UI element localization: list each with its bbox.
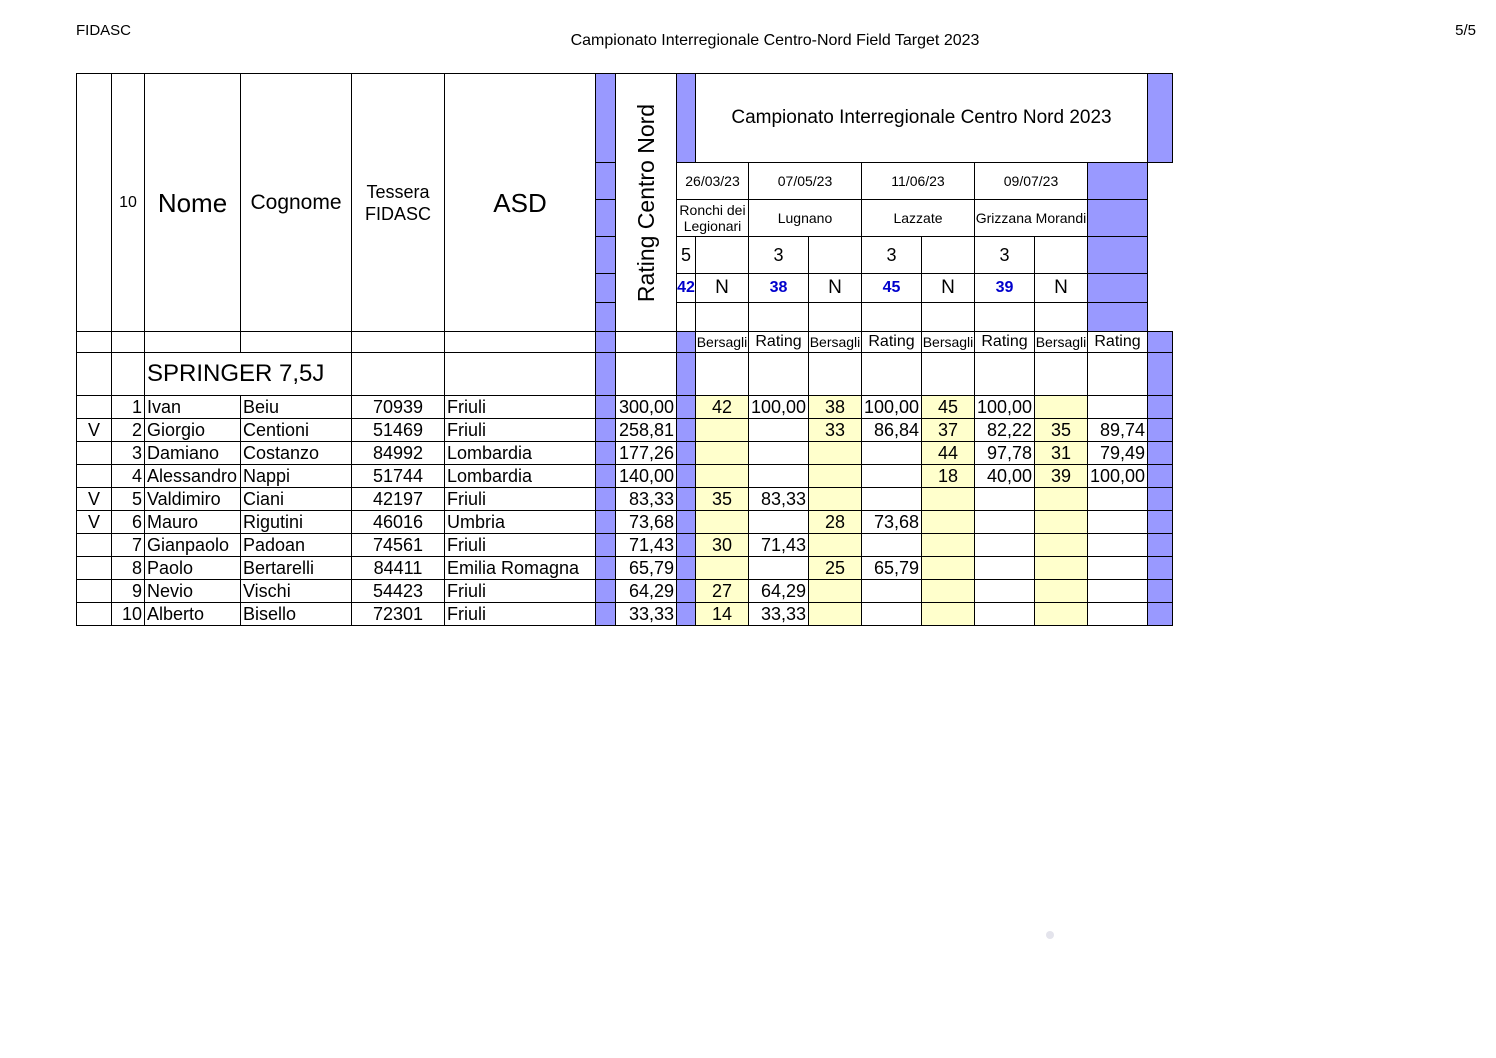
rating-vertical-header: Rating Centro Nord — [616, 74, 677, 332]
event-rating — [749, 557, 809, 580]
event-score — [1035, 557, 1088, 580]
total-rating: 71,43 — [616, 534, 677, 557]
event-score — [696, 465, 749, 488]
club: Lombardia — [445, 442, 596, 465]
first-name: Alberto — [145, 603, 241, 626]
event-coefficient: 3 — [975, 237, 1035, 274]
event-target-count: 39 — [975, 274, 1035, 303]
table-row — [77, 580, 1173, 603]
event-score — [1035, 488, 1088, 511]
event-n-label: N — [1035, 274, 1088, 303]
club: Friuli — [445, 580, 596, 603]
event-rating — [975, 534, 1035, 557]
event-score: 39 — [1035, 465, 1088, 488]
event-score: 38 — [809, 396, 862, 419]
event-score: 14 — [696, 603, 749, 626]
last-name: Padoan — [241, 534, 352, 557]
subheader-rating: Rating — [975, 332, 1035, 353]
event-rating: 82,22 — [975, 419, 1035, 442]
card-number: 51469 — [352, 419, 445, 442]
event-location: Lugnano — [749, 200, 862, 237]
event-date: 11/06/23 — [862, 163, 975, 200]
event-rating — [1088, 603, 1148, 626]
event-coefficient: 3 — [749, 237, 809, 274]
v-flag: V — [77, 511, 112, 534]
ranking-table — [76, 73, 1173, 626]
event-rating — [1088, 534, 1148, 557]
event-rating: 73,68 — [862, 511, 922, 534]
event-score: 28 — [809, 511, 862, 534]
category-label: SPRINGER 7,5J — [145, 353, 352, 396]
subheader-rating: Rating — [1088, 332, 1148, 353]
total-rating: 300,00 — [616, 396, 677, 419]
position: 9 — [112, 580, 145, 603]
event-rating — [749, 465, 809, 488]
table-row — [77, 557, 1173, 580]
event-score: 18 — [922, 465, 975, 488]
event-rating — [1088, 511, 1148, 534]
event-score — [922, 511, 975, 534]
position: 1 — [112, 396, 145, 419]
card-number: 46016 — [352, 511, 445, 534]
first-name: Mauro — [145, 511, 241, 534]
event-score: 45 — [922, 396, 975, 419]
event-score: 42 — [696, 396, 749, 419]
v-flag: V — [77, 488, 112, 511]
table-row — [77, 534, 1173, 557]
event-score — [809, 603, 862, 626]
event-rating: 40,00 — [975, 465, 1035, 488]
total-rating: 73,68 — [616, 511, 677, 534]
event-rating — [975, 488, 1035, 511]
last-name: Rigutini — [241, 511, 352, 534]
event-score — [696, 511, 749, 534]
event-rating — [862, 534, 922, 557]
position: 4 — [112, 465, 145, 488]
event-date: 07/05/23 — [749, 163, 862, 200]
header-title: Campionato Interregionale Centro-Nord Field Target 2023 — [570, 32, 980, 49]
subheader-bersagli: Bersagli — [1035, 332, 1088, 353]
event-rating: 33,33 — [749, 603, 809, 626]
event-rating — [749, 419, 809, 442]
event-score — [809, 580, 862, 603]
first-name: Paolo — [145, 557, 241, 580]
table-row — [77, 419, 1173, 442]
event-score — [1035, 603, 1088, 626]
position: 10 — [112, 603, 145, 626]
event-rating — [1088, 396, 1148, 419]
subheader-rating: Rating — [862, 332, 922, 353]
last-name: Centioni — [241, 419, 352, 442]
event-rating: 79,49 — [1088, 442, 1148, 465]
event-rating: 100,00 — [1088, 465, 1148, 488]
total-rating: 140,00 — [616, 465, 677, 488]
event-n-label: N — [809, 274, 862, 303]
first-name: Damiano — [145, 442, 241, 465]
col-asd-header: ASD — [445, 74, 596, 332]
last-name: Vischi — [241, 580, 352, 603]
first-name: Ivan — [145, 396, 241, 419]
first-name: Nevio — [145, 580, 241, 603]
event-score — [1035, 534, 1088, 557]
v-flag — [77, 465, 112, 488]
event-rating — [862, 488, 922, 511]
card-number: 42197 — [352, 488, 445, 511]
event-rating: 83,33 — [749, 488, 809, 511]
club: Lombardia — [445, 465, 596, 488]
total-rating: 258,81 — [616, 419, 677, 442]
event-score — [696, 442, 749, 465]
event-rating: 71,43 — [749, 534, 809, 557]
event-score: 30 — [696, 534, 749, 557]
table-row — [77, 396, 1173, 419]
event-score — [1035, 580, 1088, 603]
club: Friuli — [445, 419, 596, 442]
event-rating — [862, 603, 922, 626]
position: 3 — [112, 442, 145, 465]
event-score: 37 — [922, 419, 975, 442]
event-score: 35 — [1035, 419, 1088, 442]
card-number: 72301 — [352, 603, 445, 626]
event-score — [809, 488, 862, 511]
event-rating: 89,74 — [1088, 419, 1148, 442]
event-score: 27 — [696, 580, 749, 603]
last-name: Bisello — [241, 603, 352, 626]
event-rating: 86,84 — [862, 419, 922, 442]
v-flag — [77, 442, 112, 465]
event-score — [922, 557, 975, 580]
total-rating: 65,79 — [616, 557, 677, 580]
event-target-count: 45 — [862, 274, 922, 303]
position: 2 — [112, 419, 145, 442]
v-flag — [77, 534, 112, 557]
scan-speck — [1046, 931, 1054, 939]
club: Emilia Romagna — [445, 557, 596, 580]
event-rating — [862, 465, 922, 488]
event-rating — [975, 511, 1035, 534]
event-score — [922, 488, 975, 511]
table-row — [77, 488, 1173, 511]
first-name: Valdimiro — [145, 488, 241, 511]
event-location: Grizzana Morandi — [975, 200, 1088, 237]
event-rating: 65,79 — [862, 557, 922, 580]
event-rating — [1088, 557, 1148, 580]
last-name: Nappi — [241, 465, 352, 488]
first-name: Alessandro — [145, 465, 241, 488]
table-row — [77, 465, 1173, 488]
club: Friuli — [445, 488, 596, 511]
event-rating: 97,78 — [975, 442, 1035, 465]
championship-title: Campionato Interregionale Centro Nord 2023 — [696, 74, 1148, 163]
table-row — [77, 511, 1173, 534]
event-score: 35 — [696, 488, 749, 511]
event-score: 44 — [922, 442, 975, 465]
position: 7 — [112, 534, 145, 557]
event-rating — [862, 442, 922, 465]
subheader-bersagli: Bersagli — [809, 332, 862, 353]
last-name: Costanzo — [241, 442, 352, 465]
last-name: Beiu — [241, 396, 352, 419]
subheader-bersagli: Bersagli — [696, 332, 749, 353]
event-rating — [975, 580, 1035, 603]
event-score — [922, 534, 975, 557]
club: Friuli — [445, 603, 596, 626]
event-score — [696, 419, 749, 442]
position: 8 — [112, 557, 145, 580]
header-left: FIDASC — [76, 22, 132, 39]
event-rating — [975, 557, 1035, 580]
first-name: Gianpaolo — [145, 534, 241, 557]
total-rating: 33,33 — [616, 603, 677, 626]
subheader-rating: Rating — [749, 332, 809, 353]
v-header-cell — [77, 74, 112, 332]
event-rating — [749, 511, 809, 534]
event-score: 33 — [809, 419, 862, 442]
v-flag — [77, 396, 112, 419]
table-row — [77, 442, 1173, 465]
position: 6 — [112, 511, 145, 534]
event-score: 31 — [1035, 442, 1088, 465]
first-name: Giorgio — [145, 419, 241, 442]
event-score — [809, 465, 862, 488]
event-score — [696, 557, 749, 580]
col-tessera-header: Tessera FIDASC — [352, 74, 445, 332]
event-n-label: N — [696, 274, 749, 303]
event-score — [922, 580, 975, 603]
v-flag: V — [77, 419, 112, 442]
position: 5 — [112, 488, 145, 511]
total-rating: 177,26 — [616, 442, 677, 465]
col-cognome-header: Cognome — [241, 74, 352, 332]
card-number: 54423 — [352, 580, 445, 603]
event-n-label: N — [922, 274, 975, 303]
total-rating: 64,29 — [616, 580, 677, 603]
event-rating: 100,00 — [749, 396, 809, 419]
event-rating — [749, 442, 809, 465]
club: Friuli — [445, 534, 596, 557]
card-number: 84992 — [352, 442, 445, 465]
event-rating: 64,29 — [749, 580, 809, 603]
club: Friuli — [445, 396, 596, 419]
table-row — [77, 603, 1173, 626]
last-name: Bertarelli — [241, 557, 352, 580]
count-cell: 10 — [112, 74, 145, 332]
event-date: 09/07/23 — [975, 163, 1088, 200]
v-flag — [77, 580, 112, 603]
event-coefficient: 5 — [677, 237, 696, 274]
event-rating — [1088, 580, 1148, 603]
last-name: Ciani — [241, 488, 352, 511]
event-score — [922, 603, 975, 626]
event-score — [1035, 511, 1088, 534]
event-score — [1035, 396, 1088, 419]
event-score: 25 — [809, 557, 862, 580]
event-rating — [1088, 488, 1148, 511]
col-nome-header: Nome — [145, 74, 241, 332]
card-number: 74561 — [352, 534, 445, 557]
event-rating — [975, 603, 1035, 626]
event-date: 26/03/23 — [677, 163, 749, 200]
subheader-bersagli: Bersagli — [922, 332, 975, 353]
card-number: 51744 — [352, 465, 445, 488]
v-flag — [77, 557, 112, 580]
card-number: 84411 — [352, 557, 445, 580]
event-target-count: 42 — [677, 274, 696, 303]
event-location: Ronchi dei Legionari — [677, 200, 749, 237]
event-rating: 100,00 — [975, 396, 1035, 419]
event-rating: 100,00 — [862, 396, 922, 419]
event-location: Lazzate — [862, 200, 975, 237]
event-target-count: 38 — [749, 274, 809, 303]
page-number: 5/5 — [1455, 22, 1476, 39]
v-flag — [77, 603, 112, 626]
event-score — [809, 534, 862, 557]
club: Umbria — [445, 511, 596, 534]
card-number: 70939 — [352, 396, 445, 419]
event-coefficient: 3 — [862, 237, 922, 274]
event-rating — [862, 580, 922, 603]
total-rating: 83,33 — [616, 488, 677, 511]
event-score — [809, 442, 862, 465]
